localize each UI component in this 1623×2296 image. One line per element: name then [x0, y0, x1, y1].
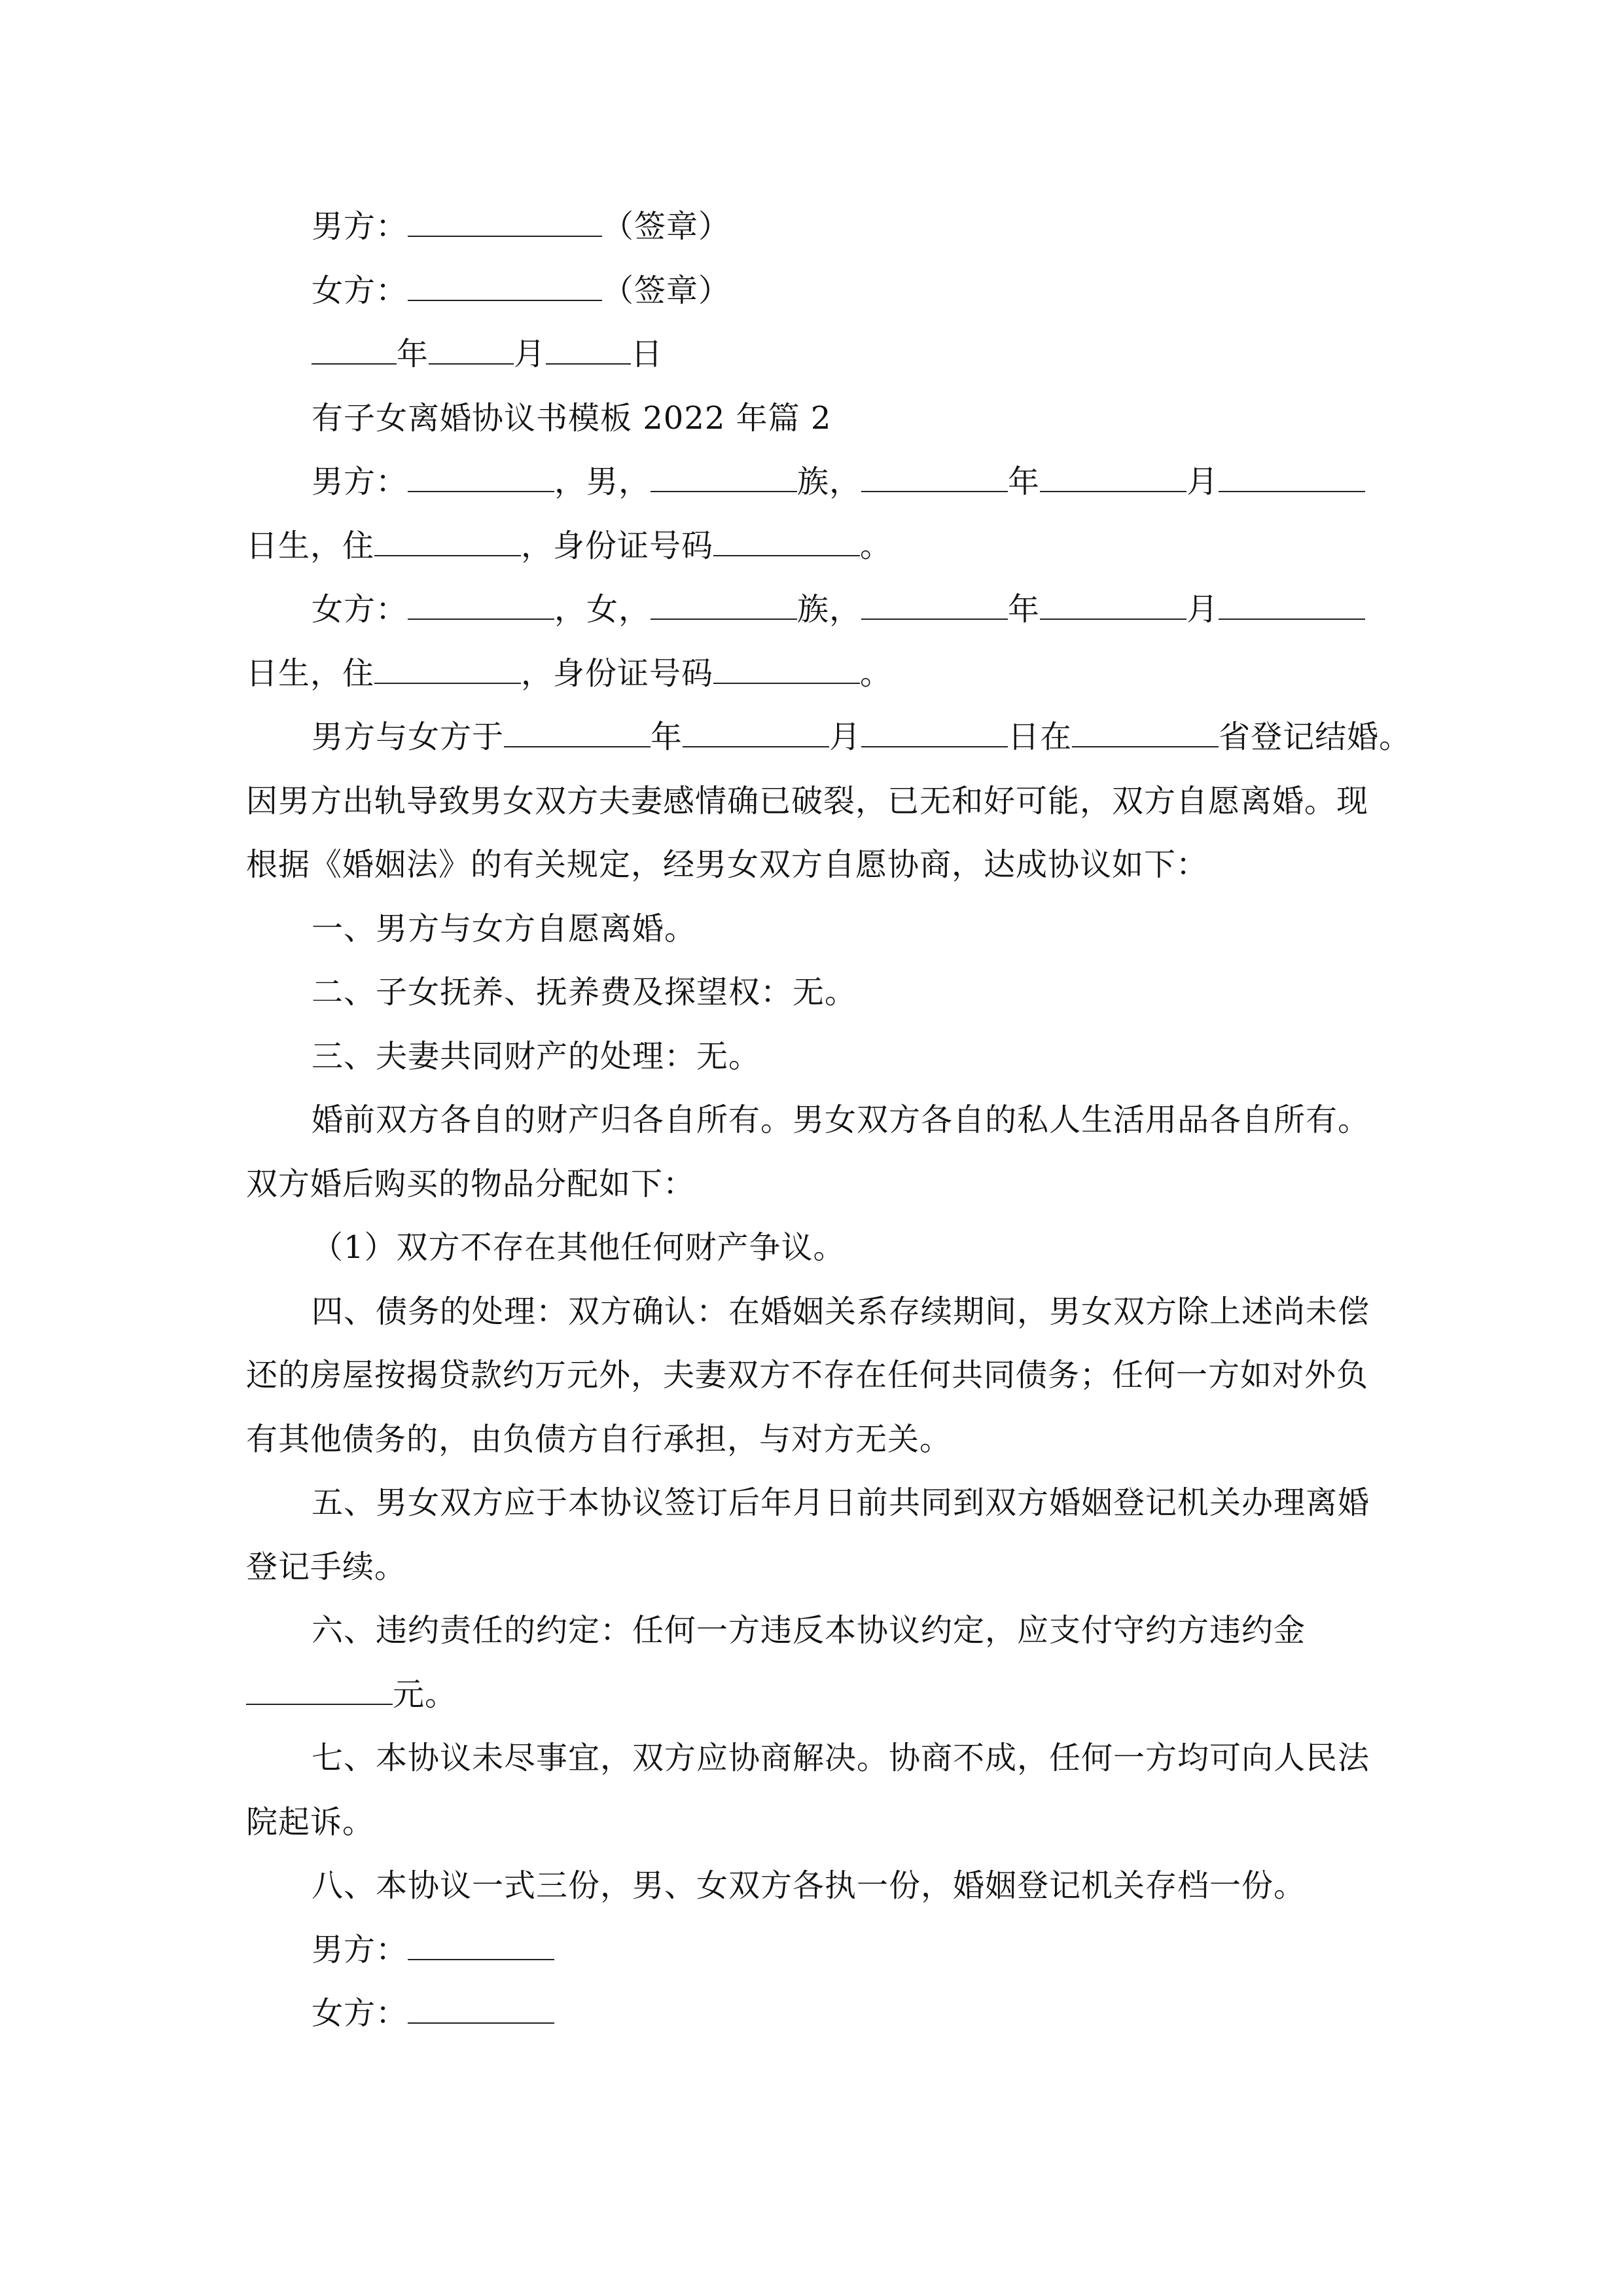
fill-in-blank: [312, 344, 397, 365]
text-segment: 月: [1186, 463, 1219, 500]
text-segment: 年: [397, 336, 429, 372]
text-line: [246, 323, 1378, 387]
text-segment: 女方：: [312, 272, 408, 309]
text-segment: ，身份证号码: [521, 527, 714, 564]
text-segment: 男方与女方于: [312, 719, 505, 755]
text-segment: 年: [1008, 591, 1041, 628]
text-segment: 男方：: [312, 1931, 408, 1968]
text-line: [246, 195, 1378, 259]
text-line: [246, 770, 1378, 834]
text-segment: 男方：: [312, 208, 408, 245]
text-line: [246, 1727, 1378, 1791]
text-segment: ，身份证号码: [521, 655, 714, 692]
text-segment: 七、本协议未尽事宜，双方应协商解决。协商不成，任何一方均可向人民法: [312, 1740, 1370, 1776]
fill-in-blank: [861, 599, 1008, 620]
text-line: [246, 706, 1412, 770]
text-segment: 。: [860, 527, 893, 564]
text-segment: 省登记结婚。: [1219, 719, 1412, 755]
text-segment: 五、男女双方应于本协议签订后年月日前共同到双方婚姻登记机关办理离婚: [312, 1484, 1370, 1521]
fill-in-blank: [546, 344, 631, 365]
text-segment: 六、违约责任的约定：任何一方违反本协议约定，应支付守约方违约金: [312, 1612, 1306, 1649]
text-segment: 婚前双方各自的财产归各自所有。男女双方各自的私人生活用品各自所有。: [312, 1102, 1370, 1138]
text-segment: （1）双方不存在其他任何财产争议。: [312, 1229, 846, 1266]
fill-in-blank: [1219, 471, 1365, 492]
fill-in-blank: [683, 726, 829, 747]
text-segment: 院起诉。: [246, 1803, 375, 1840]
text-line: [246, 1471, 1378, 1535]
text-segment: 男方：: [312, 463, 408, 500]
text-line: [246, 1535, 1378, 1600]
text-line: [246, 1599, 1378, 1663]
text-segment: 双方婚后购买的物品分配如下：: [246, 1165, 696, 1202]
document-body: [246, 195, 1412, 2046]
text-line: [246, 450, 1378, 514]
fill-in-blank: [408, 471, 554, 492]
text-segment: 登记手续。: [246, 1548, 407, 1585]
fill-in-blank: [246, 1684, 393, 1705]
text-line: [246, 1088, 1378, 1153]
text-segment: （签章）: [602, 272, 731, 309]
fill-in-blank: [504, 726, 651, 747]
text-line: [246, 642, 1378, 706]
text-segment: 年: [651, 719, 683, 755]
text-line: [246, 1280, 1378, 1344]
fill-in-blank: [713, 663, 860, 684]
fill-in-blank: [1040, 599, 1186, 620]
text-segment: ，男，: [554, 463, 651, 500]
text-segment: 有其他债务的，由负债方自行承担，与对方无关。: [246, 1420, 952, 1458]
text-line: [246, 1791, 1378, 1855]
text-segment: 女方：: [312, 1995, 408, 2032]
text-line: [246, 1216, 1378, 1280]
text-segment: 族，: [797, 591, 862, 628]
fill-in-blank: [861, 471, 1008, 492]
text-segment: 因男方出轨导致男女双方夫妻感情确已破裂，已无和好可能，双方自愿离婚。现: [246, 782, 1369, 819]
text-segment: 年: [1008, 463, 1041, 500]
text-segment: 一、男方与女方自愿离婚。: [312, 910, 697, 947]
fill-in-blank: [1040, 471, 1186, 492]
text-line: [246, 1663, 1378, 1727]
fill-in-blank: [713, 535, 860, 556]
text-segment: 月: [514, 336, 546, 372]
fill-in-blank: [1219, 599, 1365, 620]
text-segment: 女方：: [312, 591, 408, 628]
text-line: [246, 1408, 1378, 1472]
fill-in-blank: [651, 471, 797, 492]
text-line: [246, 387, 1378, 451]
fill-in-blank: [408, 2003, 554, 2024]
text-segment: 三、夫妻共同财产的处理：无。: [312, 1037, 761, 1075]
text-segment: 八、本协议一式三份，男、女双方各执一份，婚姻登记机关存档一份。: [312, 1867, 1306, 1904]
fill-in-blank: [374, 663, 521, 684]
fill-in-blank: [374, 535, 521, 556]
text-line: [246, 514, 1378, 579]
text-segment: 月: [829, 719, 862, 755]
fill-in-blank: [408, 599, 554, 620]
text-segment: 四、债务的处理：双方确认：在婚姻关系存续期间，男女双方除上述尚未偿: [312, 1293, 1370, 1330]
fill-in-blank: [651, 599, 797, 620]
text-segment: 根据《婚姻法》的有关规定，经男女双方自愿协商，达成协议如下：: [246, 846, 1209, 883]
text-line: [246, 1918, 1378, 1982]
text-line: [246, 833, 1378, 897]
text-line: [246, 578, 1378, 642]
text-line: [246, 1025, 1378, 1089]
text-segment: 日在: [1008, 719, 1073, 755]
text-segment: 族，: [797, 463, 862, 500]
text-segment: （签章）: [602, 208, 731, 245]
text-segment: 二、子女抚养、抚养费及探望权：无。: [312, 974, 857, 1011]
fill-in-blank: [429, 344, 514, 365]
text-line: [246, 1344, 1378, 1408]
text-segment: 日: [631, 336, 664, 372]
text-line: [246, 1153, 1378, 1217]
text-segment: 有子女离婚协议书模板 2022 年篇 2: [312, 399, 832, 437]
text-segment: 元。: [393, 1676, 457, 1713]
text-segment: ，女，: [554, 591, 651, 628]
text-segment: 日生，住: [246, 527, 375, 564]
fill-in-blank: [408, 216, 602, 237]
text-line: [246, 897, 1378, 961]
text-segment: 。: [860, 655, 893, 692]
text-segment: 月: [1186, 591, 1219, 628]
text-line: [246, 1982, 1378, 2046]
fill-in-blank: [408, 280, 602, 301]
fill-in-blank: [861, 726, 1008, 747]
text-line: [246, 961, 1378, 1025]
text-line: [246, 1854, 1378, 1918]
text-line: [246, 259, 1378, 323]
text-segment: 日生，住: [246, 655, 375, 692]
fill-in-blank: [408, 1939, 554, 1960]
fill-in-blank: [1072, 726, 1219, 747]
text-segment: 还的房屋按揭贷款约万元外，夫妻双方不存在任何共同债务；任何一方如对外负: [246, 1357, 1369, 1393]
